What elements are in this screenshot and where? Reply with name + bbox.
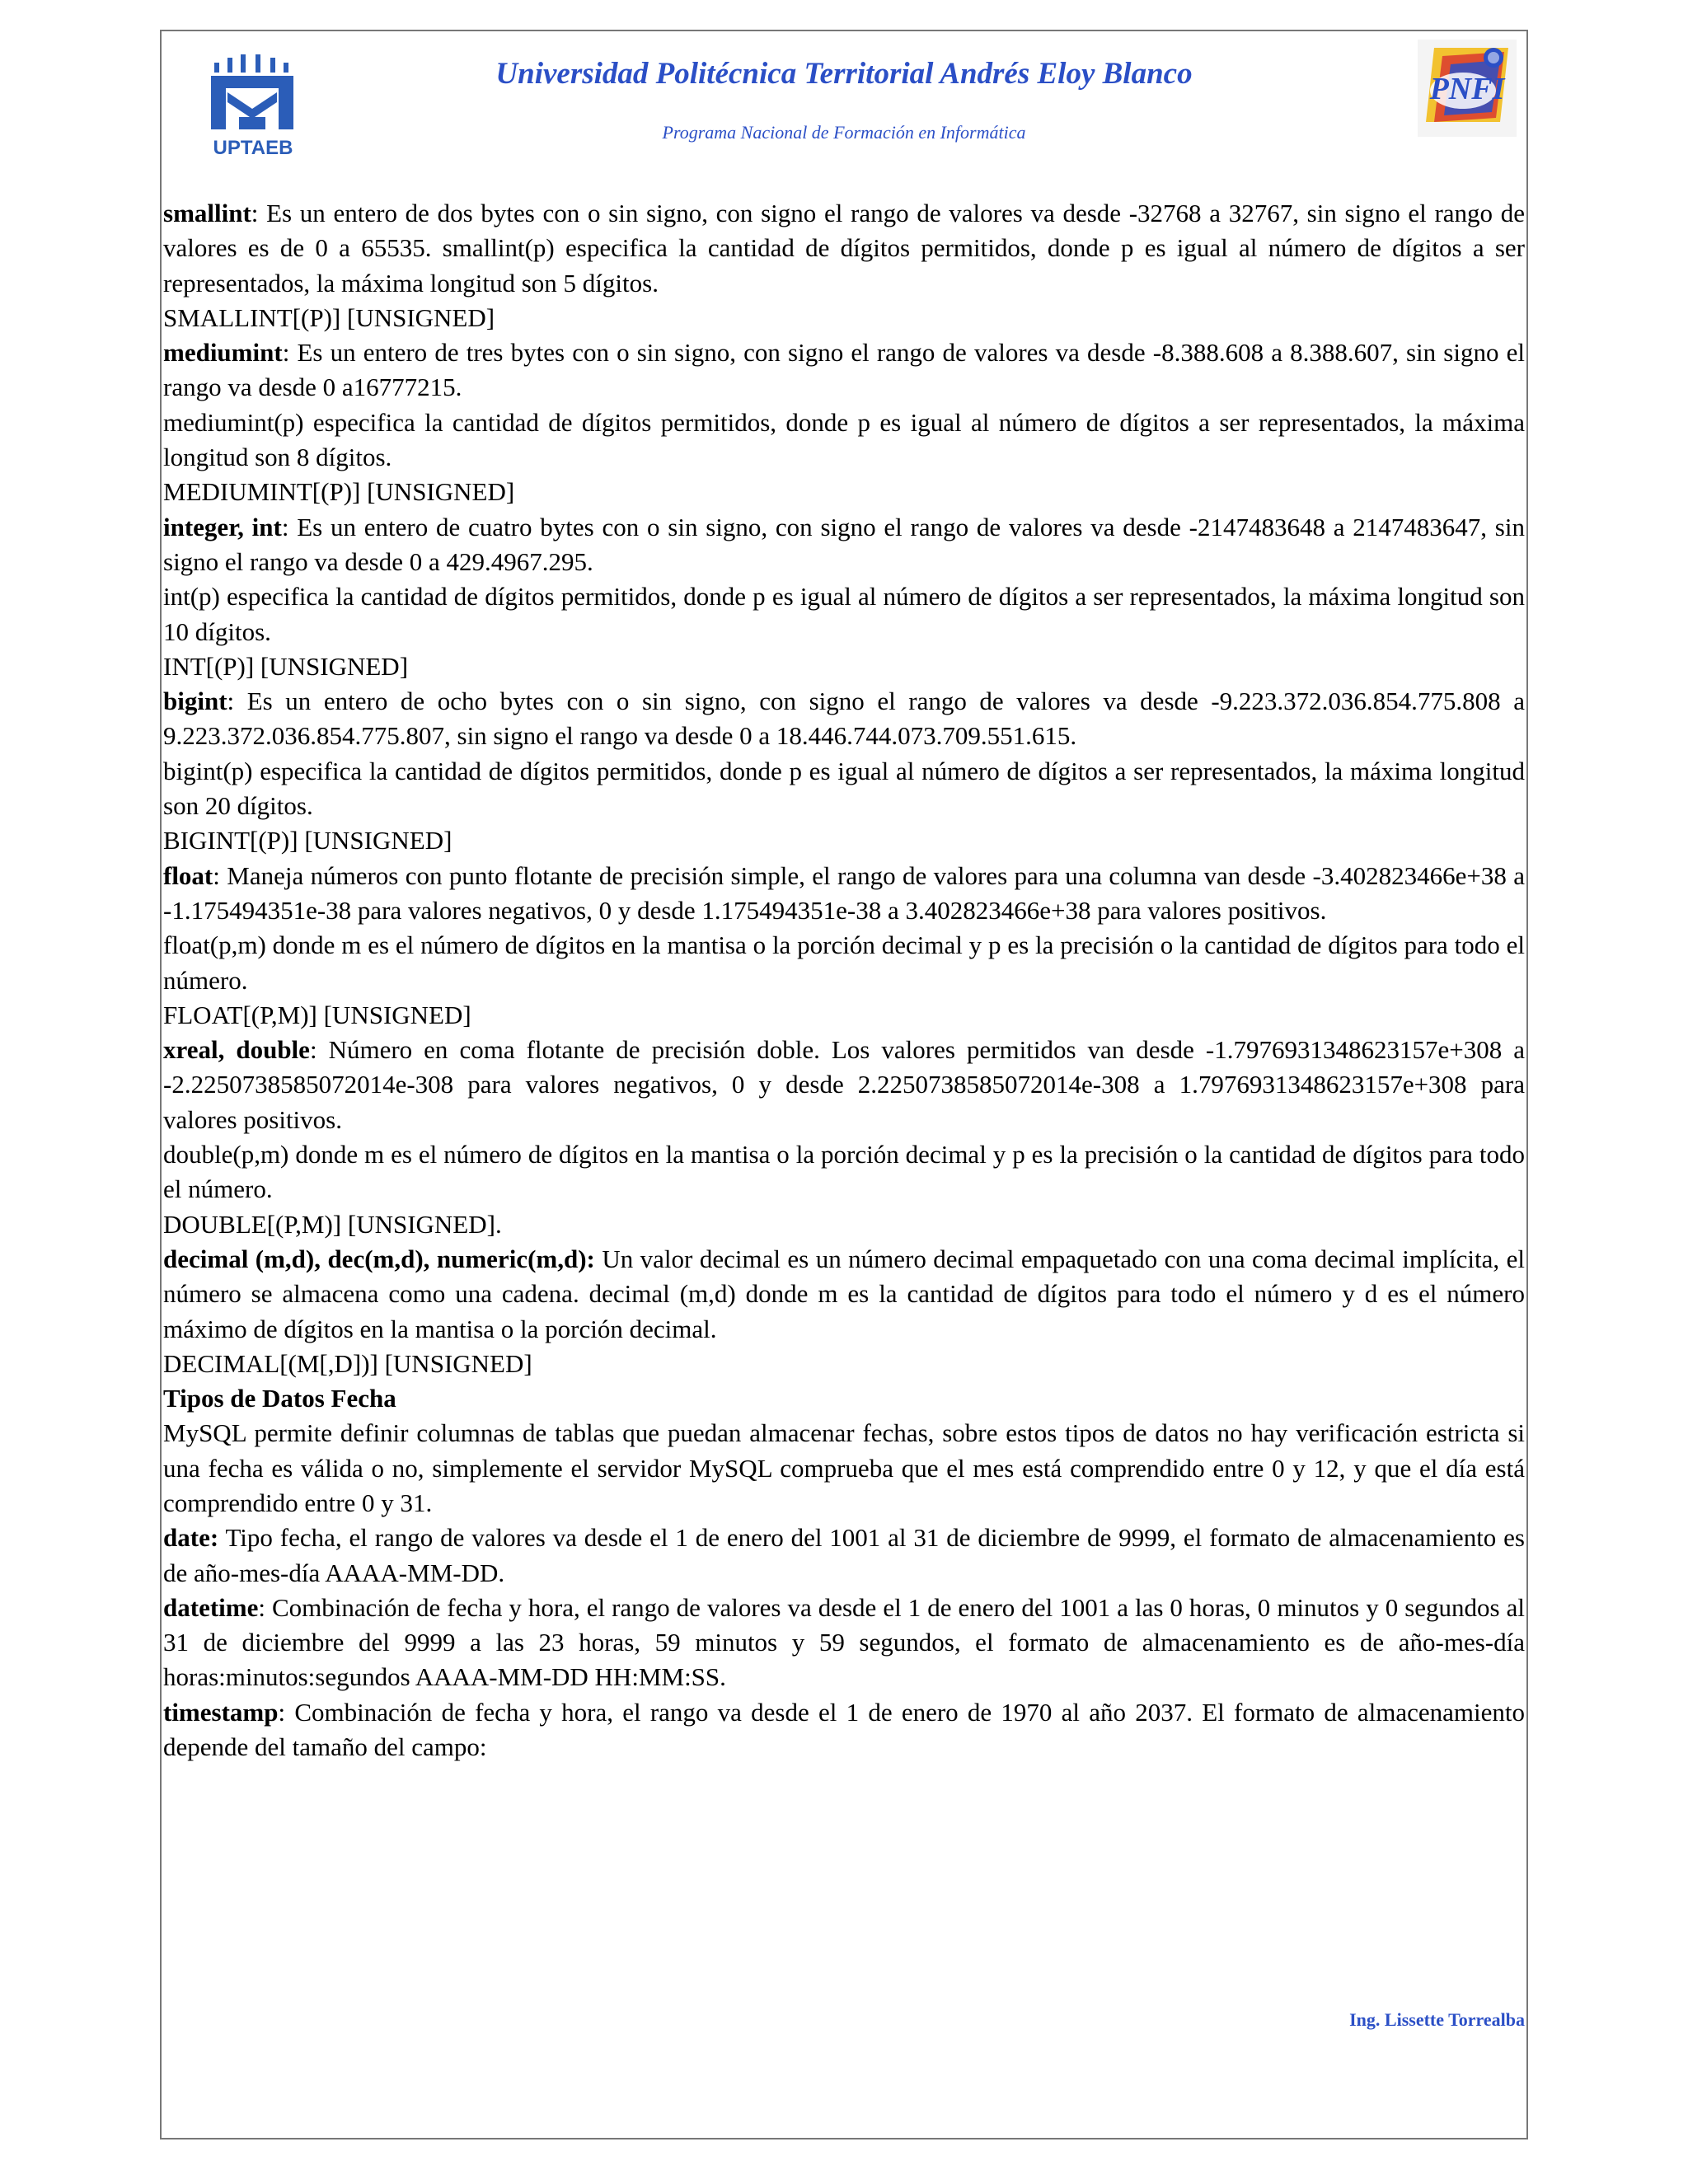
body-paragraph: [163, 1591, 1525, 1695]
term-label: bigint: [163, 687, 227, 716]
university-title: Universidad Politécnica Territorial Andrés Eloy Blanco: [495, 57, 1193, 91]
term-label: decimal (m,d), dec(m,d), numeric(m,d):: [163, 1244, 595, 1273]
term-label: timestamp: [163, 1697, 279, 1727]
page-frame: [160, 30, 1528, 2139]
body-paragraph: [163, 1242, 1525, 1347]
paragraph-text: double(p,m) donde m es el número de dígitos en la mantisa o la porción decimal y p es la precisión o la cantidad de dígitos para todo el número.: [163, 1140, 1525, 1204]
paragraph-text: FLOAT[(P,M)] [UNSIGNED]: [163, 1000, 471, 1029]
paragraph-text: MEDIUMINT[(P)] [UNSIGNED]: [163, 477, 515, 507]
author-footer: Ing. Lissette Torrealba: [1349, 2009, 1525, 2030]
body-paragraph: [163, 859, 1525, 929]
body-paragraph: [163, 1347, 1525, 1381]
body-paragraph: [163, 1207, 1525, 1242]
paragraph-text: MySQL permite definir columnas de tablas que puedan almacenar fechas, sobre estos tipos de datos no hay verificación estricta si una fecha es válida o no, simplemente el servidor MySQL comprueba que el mes está comprendido entre 0 y 12, y que el día está comprendido entre 0 y 31.: [163, 1418, 1525, 1517]
paragraph-text: BIGINT[(P)] [UNSIGNED]: [163, 826, 452, 855]
body-paragraph: [163, 1416, 1525, 1521]
paragraph-text: : Número en coma flotante de precisión doble. Los valores permitidos van desde -1.7976931348623157e+308 a -2.2250738585072014e-308 para valores negativos, 0 y desde 2.2250738585072014e-308 a 1.7976931348623157e+308 para valores positivos.: [163, 1035, 1525, 1134]
body-paragraph: [163, 823, 1525, 858]
term-label: datetime: [163, 1592, 259, 1622]
paragraph-text: : Es un entero de ocho bytes con o sin signo, con signo el rango de valores va desde -9.223.372.036.854.775.808 a 9.223.372.036.854.775.807, sin signo el rango va desde 0 a 18.446.744.073.709.551.615.: [163, 687, 1525, 751]
paragraph-text: : Es un entero de cuatro bytes con o sin signo, con signo el rango de valores va desde -2147483648 a 2147483647, sin signo el rango va desde 0 a 429.4967.295.: [163, 512, 1525, 576]
paragraph-text: SMALLINT[(P)] [UNSIGNED]: [163, 302, 495, 332]
paragraph-text: : Combinación de fecha y hora, el rango va desde el 1 de enero de 1970 al año 2037. El formato de almacenamiento depende del tamaño del campo:: [163, 1697, 1525, 1762]
uptaeb-logo-text: UPTAEB: [213, 137, 293, 159]
paragraph-text: INT[(P)] [UNSIGNED]: [163, 651, 409, 681]
body-paragraph: [163, 196, 1525, 301]
body-paragraph: [163, 1521, 1525, 1591]
paragraph-text: : Maneja números con punto flotante de precisión simple, el rango de valores para una columna van desde -3.402823466e+38 a -1.175494351e-38 para valores negativos, 0 y desde 1.175494351e-38 a 3.402823466e+38 para valores positivos.: [163, 860, 1525, 925]
body-paragraph: [163, 649, 1525, 684]
body-paragraph: [163, 928, 1525, 998]
paragraph-text: Un valor decimal es un número decimal empaquetado con una coma decimal implícita, el número se almacena como una cadena. decimal (m,d) donde m es la cantidad de dígitos para todo el número y d es el número máximo de dígitos en la mantisa o la porción decimal.: [163, 1244, 1525, 1343]
term-label: smallint: [163, 199, 251, 227]
body-paragraph: [163, 1381, 1525, 1416]
paragraph-text: : Combinación de fecha y hora, el rango de valores va desde el 1 de enero del 1001 a las 0 horas, 0 minutos y 0 segundos al 31 de diciembre del 9999 a las 23 horas, 59 minutos y 59 segundos, el formato de almacenamiento es de año-mes-día horas:minutos:segundos AAAA-MM-DD HH:MM:SS.: [163, 1592, 1525, 1692]
term-label: mediumint: [163, 338, 283, 368]
program-subtitle: Programa Nacional de Formación en Informática: [662, 122, 1026, 143]
term-label: xreal, double: [163, 1035, 310, 1065]
term-label: date:: [163, 1523, 219, 1553]
paragraph-text: DECIMAL[(M[,D])] [UNSIGNED]: [163, 1348, 532, 1378]
paragraph-text: : Es un entero de dos bytes con o sin signo, con signo el rango de valores va desde -32768 a 32767, sin signo el rango de valores es de 0 a 65535. smallint(p) especifica la cantidad de dígitos permitidos, donde p es igual al número de dígitos a ser representados, la máxima longitud son 5 dígitos.: [163, 199, 1525, 298]
body-paragraph: [163, 754, 1525, 824]
body-paragraph: [163, 475, 1525, 509]
term-label: integer, int: [163, 512, 282, 541]
term-label: Tipos de Datos Fecha: [163, 1384, 396, 1413]
body-paragraph: [163, 335, 1525, 405]
paragraph-text: mediumint(p) especifica la cantidad de dígitos permitidos, donde p es igual al número de dígitos a ser representados, la máxima longitud son 8 dígitos.: [163, 407, 1525, 472]
body-paragraph: [163, 998, 1525, 1033]
paragraph-text: int(p) especifica la cantidad de dígitos permitidos, donde p es igual al número de dígitos a ser representados, la máxima longitud son 10 dígitos.: [163, 582, 1525, 646]
body-paragraph: [163, 579, 1525, 649]
paragraph-text: float(p,m) donde m es el número de dígitos en la mantisa o la porción decimal y p es la precisión o la cantidad de dígitos para todo el número.: [163, 930, 1525, 995]
paragraph-text: DOUBLE[(P,M)] [UNSIGNED].: [163, 1209, 502, 1239]
body-paragraph: [163, 684, 1525, 754]
body-paragraph: [163, 301, 1525, 335]
paragraph-text: bigint(p) especifica la cantidad de dígitos permitidos, donde p es igual al número de dígitos a ser representados, la máxima longitud son 20 dígitos.: [163, 756, 1525, 821]
body-paragraph: [163, 510, 1525, 580]
body-paragraph: [163, 1137, 1525, 1207]
paragraph-text: Tipo fecha, el rango de valores va desde el 1 de enero del 1001 al 31 de diciembre de 9999, el formato de almacenamiento es de año-mes-día AAAA-MM-DD.: [163, 1523, 1525, 1587]
body-paragraph: [163, 1033, 1525, 1137]
body-paragraph: [163, 1695, 1525, 1765]
pnfi-logo-text: PNFI: [1429, 72, 1505, 106]
document-body: [163, 196, 1525, 1765]
paragraph-text: : Es un entero de tres bytes con o sin signo, con signo el rango de valores va desde -8.388.608 a 8.388.607, sin signo el rango va desde 0 a16777215.: [163, 338, 1525, 402]
page-header: [162, 31, 1526, 188]
term-label: float: [163, 860, 213, 890]
body-paragraph: [163, 405, 1525, 476]
